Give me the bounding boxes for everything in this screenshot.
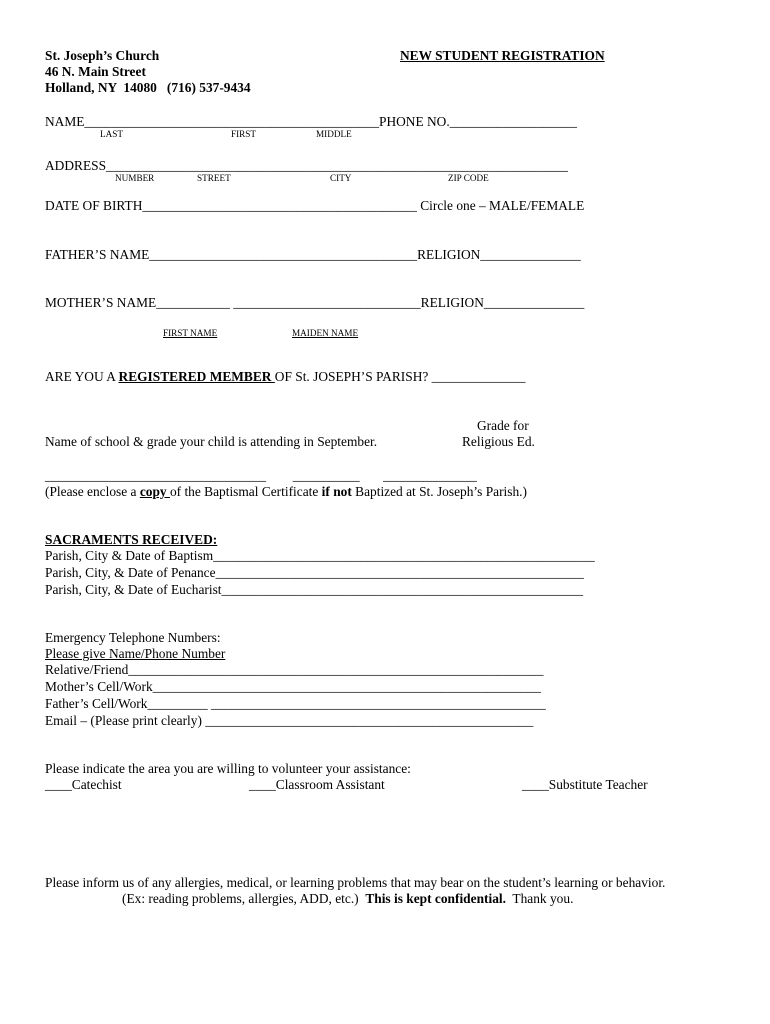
- school-label: Name of school & grade your child is attending in September.: [45, 434, 378, 449]
- emergency-instruction: Please give Name/Phone Number: [45, 646, 226, 661]
- volunteer-prompt: Please indicate the area you are willing to volunteer your assistance:: [45, 761, 411, 776]
- allergies-notice: Please inform us of any allergies, medical, or learning problems that may bear on the student’s learning or behavior.: [45, 875, 666, 890]
- confidential-notice-after: Thank you.: [505, 891, 574, 906]
- baptism-note-copy: copy: [139, 484, 170, 499]
- mother-cell-field[interactable]: Mother’s Cell/Work__________________________________________________________: [45, 679, 541, 694]
- school-grade-blanks[interactable]: _________________________________ __________ ______________: [45, 468, 477, 483]
- address-sub-city: CITY: [330, 173, 352, 183]
- parish-member-question[interactable]: [45, 369, 525, 385]
- parish-question-emphasis: REGISTERED MEMBER: [118, 369, 275, 384]
- baptism-field[interactable]: Parish, City & Date of Baptism_________________________________________________________: [45, 548, 595, 563]
- emergency-heading: Emergency Telephone Numbers:: [45, 630, 221, 645]
- baptism-note-p5: Baptized at St. Joseph’s Parish.): [351, 484, 527, 499]
- volunteer-catechist[interactable]: ____Catechist: [45, 777, 122, 792]
- name-phone-field[interactable]: NAME____________________________________________PHONE NO.___________________: [45, 114, 577, 129]
- form-title: NEW STUDENT REGISTRATION: [400, 48, 605, 63]
- parish-question-before: ARE YOU A: [45, 369, 119, 384]
- address-sub-street: STREET: [197, 173, 231, 183]
- relative-friend-field[interactable]: Relative/Friend______________________________________________________________: [45, 662, 544, 677]
- grade-label-line1: Grade for: [477, 418, 529, 433]
- volunteer-substitute-teacher[interactable]: ____Substitute Teacher: [522, 777, 648, 792]
- confidential-notice-bold: This is kept confidential.: [365, 891, 506, 906]
- address-sub-number: NUMBER: [115, 173, 155, 183]
- baptism-note-p3: of the Baptismal Certificate: [169, 484, 322, 499]
- mother-name-field[interactable]: MOTHER’S NAME___________ ____________________________RELIGION_______________: [45, 295, 585, 310]
- name-sub-middle: MIDDLE: [316, 129, 352, 139]
- name-sub-first: FIRST: [231, 129, 257, 139]
- grade-label-line2: Religious Ed.: [462, 434, 535, 449]
- confidential-notice-before: (Ex: reading problems, allergies, ADD, etc.): [122, 891, 366, 906]
- dob-gender-field[interactable]: DATE OF BIRTH_________________________________________ Circle one – MALE/FEMALE: [45, 198, 585, 213]
- baptism-note: [45, 484, 527, 500]
- address-field[interactable]: ADDRESS_____________________________________________________________________: [45, 158, 568, 173]
- email-field[interactable]: Email – (Please print clearly) _________________________________________________: [45, 713, 534, 728]
- confidential-notice: [122, 891, 573, 907]
- address-sub-zip: ZIP CODE: [448, 173, 489, 183]
- baptism-note-p1: (Please enclose a: [45, 484, 140, 499]
- church-name: St. Joseph’s Church: [45, 48, 160, 63]
- church-city-phone: Holland, NY 14080 (716) 537-9434: [45, 80, 251, 95]
- church-street: 46 N. Main Street: [45, 64, 146, 79]
- parish-question-after: OF St. JOSEPH’S PARISH? ______________: [274, 369, 526, 384]
- volunteer-classroom-assistant[interactable]: ____Classroom Assistant: [249, 777, 385, 792]
- penance-field[interactable]: Parish, City, & Date of Penance_______________________________________________________: [45, 565, 584, 580]
- baptism-note-if-not: if not: [321, 484, 352, 499]
- name-sub-last: LAST: [100, 129, 123, 139]
- father-cell-field[interactable]: Father’s Cell/Work_________ __________________________________________________: [45, 696, 546, 711]
- sacraments-heading: SACRAMENTS RECEIVED:: [45, 532, 218, 547]
- father-name-field[interactable]: FATHER’S NAME________________________________________RELIGION_______________: [45, 247, 581, 262]
- mother-sub-first-name: FIRST NAME: [163, 328, 218, 338]
- eucharist-field[interactable]: Parish, City, & Date of Eucharist______________________________________________________: [45, 582, 584, 597]
- mother-sub-maiden-name: MAIDEN NAME: [292, 328, 359, 338]
